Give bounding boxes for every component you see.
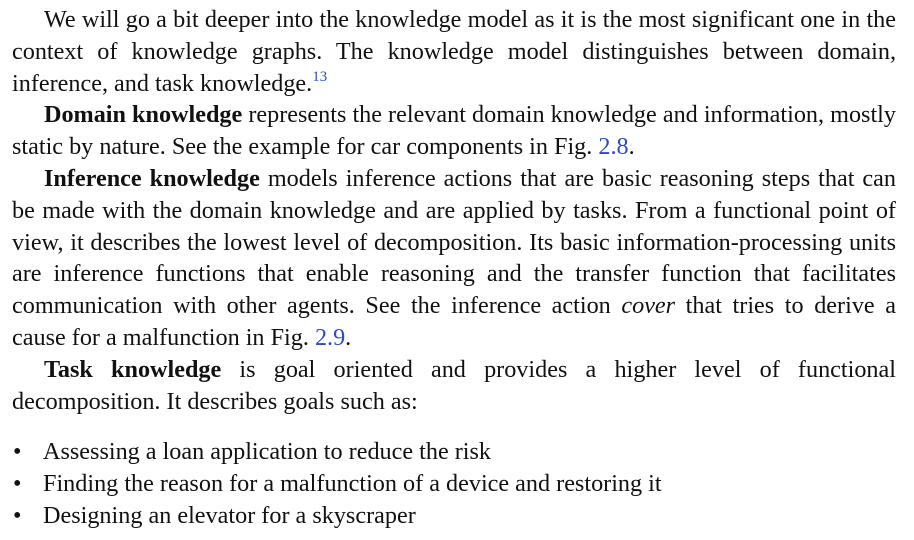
task-knowledge-text: is goal oriented and provides a higher level of functional decomposition. It describes goals such as: (12, 355, 896, 415)
bullet-item-text: Designing an elevator for a skyscraper (43, 501, 416, 529)
domain-knowledge-period: . (628, 133, 635, 161)
bullet-icon: • (13, 438, 22, 466)
figure-2-9-link[interactable]: 2.9 (314, 323, 346, 351)
bullet-icon: • (13, 501, 22, 529)
bullet-item (12, 500, 896, 532)
inference-knowledge-period: . (345, 323, 352, 351)
bullet-item (12, 468, 896, 500)
document-page (12, 0, 896, 532)
bullet-item (12, 436, 896, 468)
domain-knowledge-paragraph (12, 99, 896, 163)
inference-action-cover: cover (621, 292, 676, 320)
domain-knowledge-text: represents the relevant domain knowledge and information, mostly static by nature. See the example for car components in Fig. (12, 101, 896, 161)
inference-knowledge-text-2: that tries to derive a cause for a malfunction in Fig. (12, 292, 896, 351)
bullet-item-text: Assessing a loan application to reduce the risk (43, 438, 492, 466)
footnote-13-link[interactable]: 13 (312, 68, 328, 85)
goals-bullet-list (12, 436, 896, 531)
inference-knowledge-term: Inference knowledge (44, 164, 260, 192)
intro-text: We will go a bit deeper into the knowledge model as it is the most significant one in the context of knowledge graphs. The knowledge model distinguishes between domain, inference, and task knowledge. (12, 6, 896, 97)
intro-paragraph (12, 0, 896, 99)
bullet-item-text: Finding the reason for a malfunction of a device and restoring it (43, 470, 662, 498)
inference-knowledge-paragraph (12, 163, 896, 354)
task-knowledge-term: Task knowledge (44, 355, 222, 383)
inference-knowledge-text: models inference actions that are basic reasoning steps that can be made with the domain knowledge and are applied by tasks. From a functional point of view, it describes the lowest level of decomposition. Its basic information-processing units are inference functions that enable reasoning and the transfer function that facilitates communication with other agents. See the inference action (12, 164, 896, 320)
bullet-icon: • (13, 470, 22, 498)
figure-2-8-link[interactable]: 2.8 (598, 133, 629, 161)
task-knowledge-paragraph (12, 354, 896, 418)
domain-knowledge-term: Domain knowledge (44, 101, 243, 129)
